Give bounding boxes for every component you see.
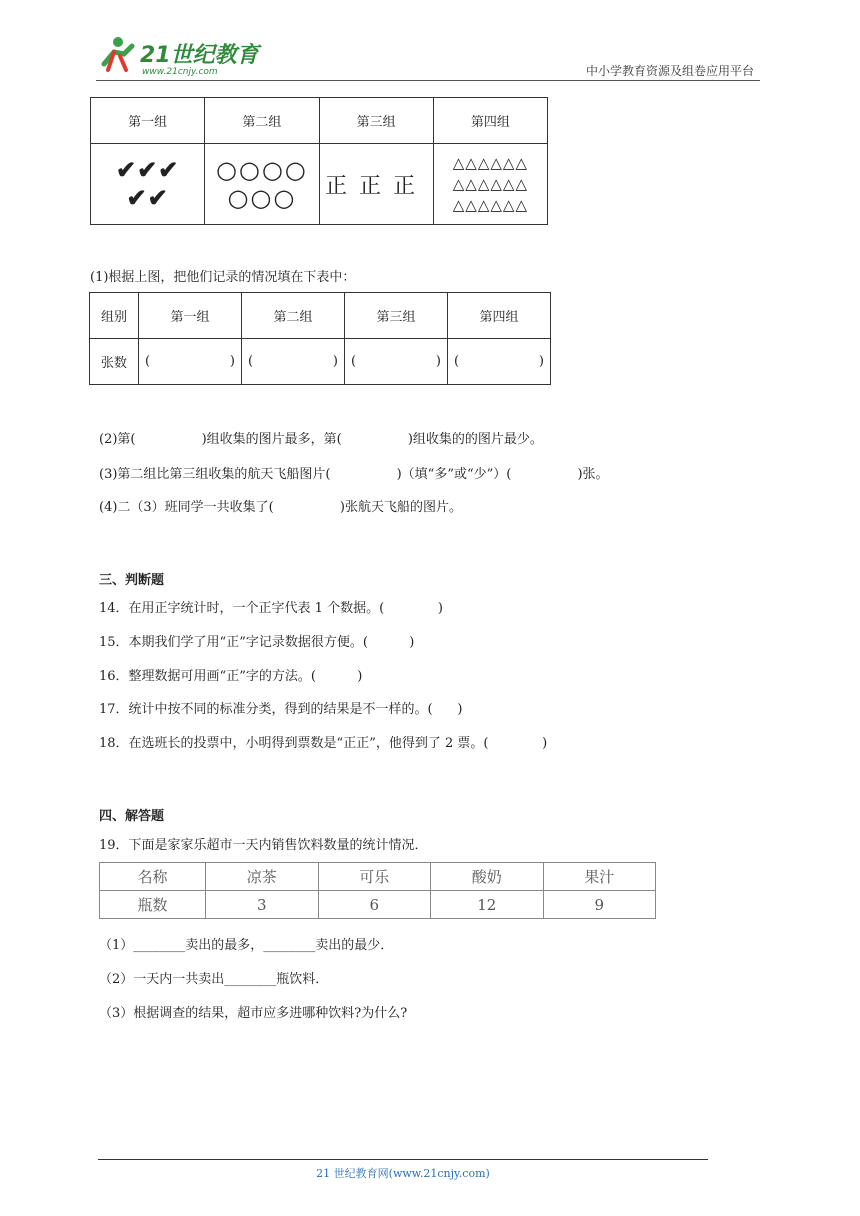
group1-answer-blank[interactable] xyxy=(139,339,242,385)
judge-item-17: 17．统计中按不同的标准分类，得到的结果是不一样的。( ) xyxy=(99,702,463,717)
header-divider xyxy=(96,80,760,81)
runner-logo-icon xyxy=(96,34,266,80)
section-4-title: 四、解答题 xyxy=(99,809,165,824)
count-liangcha: 3 xyxy=(206,891,319,919)
group3-zheng xyxy=(319,144,433,225)
section-3-title: 三、判断题 xyxy=(99,573,165,588)
question-4: (4)二（3）班同学一共收集了( )张航天飞船的图片。 xyxy=(99,500,462,515)
q19-sub-2: （2）一天内一共卖出________瓶饮料． xyxy=(99,972,329,987)
group1-header: 第一组 xyxy=(91,98,205,144)
drink-guozhi: 果汁 xyxy=(543,863,656,891)
group2-col: 第二组 xyxy=(242,293,345,339)
drink-suannai: 酸奶 xyxy=(431,863,544,891)
footer-divider xyxy=(98,1159,708,1160)
fill-in-table xyxy=(89,292,551,385)
count-label-cell: 张数 xyxy=(90,339,139,385)
header-platform-text: 中小学教育资源及组卷应用平台 xyxy=(585,64,754,78)
paren-close: ) xyxy=(435,354,441,369)
site-logo xyxy=(96,34,266,80)
drink-liangcha: 凉茶 xyxy=(206,863,319,891)
question-2: (2)第( )组收集的图片最多，第( )组收集的的图片最少。 xyxy=(99,432,543,447)
paren-open: ( xyxy=(145,354,151,369)
judge-item-14: 14．在用正字统计时，一个正字代表 1 个数据。( ) xyxy=(99,601,443,616)
group4-answer-blank[interactable] xyxy=(448,339,551,385)
circle-row-1: ○○○○ xyxy=(215,156,308,184)
triangle-row-3: △△△△△△ xyxy=(452,195,528,214)
logo-url: www.21cnjy.com xyxy=(142,67,218,77)
paren-open: ( xyxy=(351,354,357,369)
group3-answer-blank[interactable] xyxy=(345,339,448,385)
group3-col: 第三组 xyxy=(345,293,448,339)
group-label-cell: 组别 xyxy=(90,293,139,339)
paren-open: ( xyxy=(454,354,460,369)
paren-open: ( xyxy=(248,354,254,369)
name-label: 名称 xyxy=(100,863,206,891)
judge-item-15: 15．本期我们学了用“正”字记录数据很方便。( ) xyxy=(99,635,415,650)
group2-header: 第二组 xyxy=(205,98,319,144)
logo-text: 21世纪教育 xyxy=(140,43,259,68)
count-kele: 6 xyxy=(318,891,431,919)
paren-close: ) xyxy=(229,354,235,369)
q19-sub-3: （3）根据调查的结果，超市应多进哪种饮料?为什么? xyxy=(99,1006,408,1021)
group2-circles xyxy=(205,144,319,225)
drink-kele: 可乐 xyxy=(318,863,431,891)
group4-header: 第四组 xyxy=(433,98,547,144)
group4-col: 第四组 xyxy=(448,293,551,339)
check-row-2: ✔✔ xyxy=(126,183,169,212)
question-1-prompt: (1)根据上图，把他们记录的情况填在下表中： xyxy=(90,270,356,285)
group4-triangles xyxy=(433,144,547,225)
paren-close: ) xyxy=(538,354,544,369)
check-row-1: ✔✔✔ xyxy=(115,155,180,184)
record-table xyxy=(90,97,548,225)
question-19: 19．下面是家家乐超市一天内销售饮料数量的统计情况． xyxy=(99,838,428,853)
group1-checks xyxy=(91,144,205,225)
drink-sales-table xyxy=(99,862,656,919)
count-guozhi: 9 xyxy=(543,891,656,919)
triangle-row-2: △△△△△△ xyxy=(452,174,528,193)
zheng-marks: 正正正 xyxy=(325,173,428,199)
judge-item-16: 16．整理数据可用画“正”字的方法。( ) xyxy=(99,669,363,684)
group1-col: 第一组 xyxy=(139,293,242,339)
q19-sub-1: （1）________卖出的最多，________卖出的最少． xyxy=(99,938,394,953)
paren-close: ) xyxy=(332,354,338,369)
count-suannai: 12 xyxy=(431,891,544,919)
footer-link[interactable]: 21 世纪教育网(www.21cnjy.com) xyxy=(316,1167,490,1180)
judge-item-18: 18．在选班长的投票中，小明得到票数是“正正”，他得到了 2 票。( ) xyxy=(99,736,548,751)
circle-row-2: ○○○ xyxy=(227,184,297,212)
group2-answer-blank[interactable] xyxy=(242,339,345,385)
question-3: (3)第二组比第三组收集的航天飞船图片( )（填“多”或“少”）( )张。 xyxy=(99,467,609,482)
triangle-row-1: △△△△△△ xyxy=(452,153,528,172)
bottles-label: 瓶数 xyxy=(100,891,206,919)
group3-header: 第三组 xyxy=(319,98,433,144)
